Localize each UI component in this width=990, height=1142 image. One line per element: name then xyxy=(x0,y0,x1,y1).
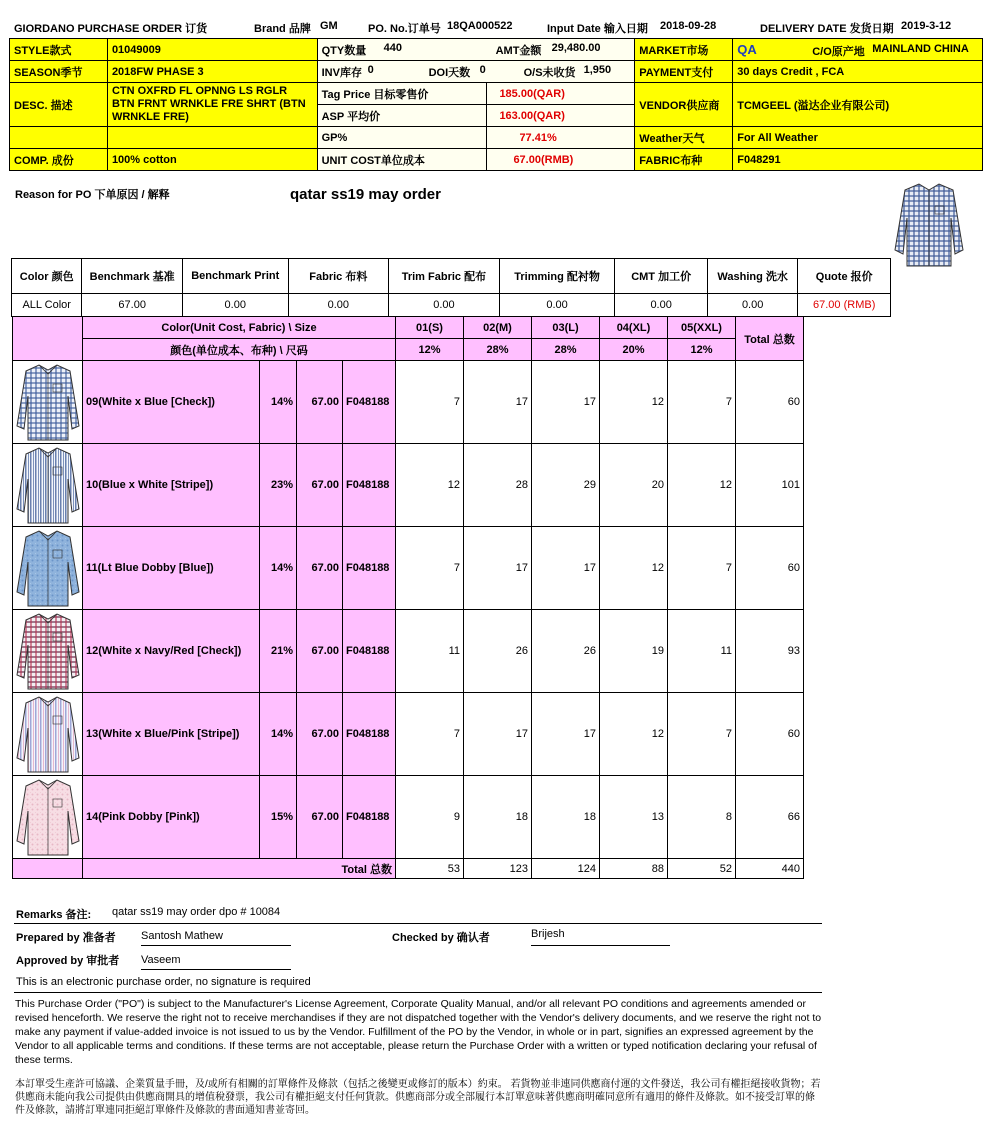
size-qty: 9 xyxy=(396,776,464,859)
shirt-image-cell xyxy=(13,527,83,610)
inv-value: 0 xyxy=(367,63,374,76)
delivery-date-value: 2019-3-12 xyxy=(901,20,952,32)
weather-label: Weather天气 xyxy=(635,127,733,149)
row-total: 101 xyxy=(736,444,804,527)
reason-value: qatar ss19 may order xyxy=(290,186,441,203)
footer-size-total: 53 xyxy=(396,859,464,879)
size-qty: 17 xyxy=(464,361,532,444)
grid-header-cn: 颜色(单位成本、布种) \ 尺码 xyxy=(83,339,396,361)
shirt-thumbnail xyxy=(15,362,81,442)
color-name: 11(Lt Blue Dobby [Blue]) xyxy=(83,527,260,610)
vendor-label: VENDOR供应商 xyxy=(635,83,733,127)
size-qty: 29 xyxy=(532,444,600,527)
table-row xyxy=(13,527,804,610)
color-pct: 14% xyxy=(260,693,297,776)
payment-label: PAYMENT支付 xyxy=(635,61,733,83)
cost-header-4: Trim Fabric 配布 xyxy=(389,259,500,294)
color-fabric: F048188 xyxy=(343,444,396,527)
color-fabric: F048188 xyxy=(343,610,396,693)
size-qty: 7 xyxy=(396,361,464,444)
cost-header-1: Benchmark 基准 xyxy=(82,259,183,294)
size-qty: 12 xyxy=(396,444,464,527)
size-qty: 12 xyxy=(668,444,736,527)
remarks-label: Remarks 备注: xyxy=(16,909,92,921)
size-qty: 20 xyxy=(600,444,668,527)
grid-image-header xyxy=(13,317,83,361)
size-qty: 28 xyxy=(464,444,532,527)
style-label: STYLE款式 xyxy=(10,39,108,61)
inv-cell xyxy=(317,61,635,83)
prepared-value: Santosh Mathew xyxy=(141,930,291,946)
size-qty: 11 xyxy=(396,610,464,693)
desc-value: CTN OXFRD FL OPNNG LS RGLR BTN FRNT WRNKLE FRE SHRT (BTN WRNKLE FRE) xyxy=(107,83,317,127)
approved-label: Approved by 审批者 xyxy=(16,955,120,967)
total-header: Total 总数 xyxy=(736,317,804,361)
cost-value-5: 0.00 xyxy=(499,294,615,317)
size-qty: 13 xyxy=(600,776,668,859)
market-value: QA xyxy=(737,42,757,57)
shirt-thumbnail xyxy=(15,528,81,608)
footer-total-label: Total 总数 xyxy=(83,859,396,879)
brand-label: Brand 品牌 xyxy=(254,23,311,35)
color-name: 13(White x Blue/Pink [Stripe]) xyxy=(83,693,260,776)
color-pct: 21% xyxy=(260,610,297,693)
size-qty: 7 xyxy=(668,361,736,444)
cost-value-1: 67.00 xyxy=(82,294,183,317)
row-total: 60 xyxy=(736,693,804,776)
cost-value-0: ALL Color xyxy=(12,294,82,317)
color-fabric: F048188 xyxy=(343,776,396,859)
size-qty: 18 xyxy=(532,776,600,859)
cost-value-6: 0.00 xyxy=(615,294,708,317)
po-number-label: PO. No.订单号 xyxy=(368,23,441,35)
cost-value-2: 0.00 xyxy=(182,294,288,317)
color-pct: 14% xyxy=(260,361,297,444)
footer-size-total: 124 xyxy=(532,859,600,879)
empty-label-cell xyxy=(10,127,108,149)
payment-value: 30 days Credit , FCA xyxy=(733,61,983,83)
os-label: O/S未收货 xyxy=(523,66,576,79)
shirt-thumbnail-main xyxy=(893,180,965,268)
size-qty: 17 xyxy=(532,361,600,444)
size-qty: 19 xyxy=(600,610,668,693)
tag-price-label: Tag Price 目标零售价 xyxy=(317,83,487,105)
approved-value: Vaseem xyxy=(141,954,291,970)
cost-value-7: 0.00 xyxy=(707,294,798,317)
origin-label: C/O原产地 xyxy=(812,46,865,58)
cost-header-2: Benchmark Print xyxy=(182,259,288,294)
amt-value: 29,480.00 xyxy=(551,41,601,54)
table-row xyxy=(13,610,804,693)
electronic-note: This is an electronic purchase order, no signature is required xyxy=(16,976,311,988)
cost-header-6: CMT 加工价 xyxy=(615,259,708,294)
delivery-date-label: DELIVERY DATE 发货日期 xyxy=(760,23,894,35)
gp-value: 77.41% xyxy=(487,127,635,149)
color-pct: 23% xyxy=(260,444,297,527)
cost-value-4: 0.00 xyxy=(389,294,500,317)
grand-total: 440 xyxy=(736,859,804,879)
market-origin-cell xyxy=(733,39,983,61)
shirt-thumbnail xyxy=(15,777,81,857)
weather-value: For All Weather xyxy=(733,127,983,149)
size-qty: 7 xyxy=(668,693,736,776)
grid-header-en: Color(Unit Cost, Fabric) \ Size xyxy=(83,317,396,339)
size-header-3: 04(XL) xyxy=(600,317,668,339)
color-pct: 14% xyxy=(260,527,297,610)
footer-blank xyxy=(13,859,83,879)
size-header-0: 01(S) xyxy=(396,317,464,339)
table-row xyxy=(13,693,804,776)
input-date-value: 2018-09-28 xyxy=(660,20,717,32)
size-qty: 12 xyxy=(600,361,668,444)
po-info-table xyxy=(9,38,983,171)
row-total: 60 xyxy=(736,361,804,444)
season-label: SEASON季节 xyxy=(10,61,108,83)
amt-label: AMT金额 xyxy=(495,44,542,57)
shirt-thumbnail xyxy=(15,445,81,525)
color-name: 10(Blue x White [Stripe]) xyxy=(83,444,260,527)
shirt-image-cell xyxy=(13,610,83,693)
season-value: 2018FW PHASE 3 xyxy=(107,61,317,83)
cost-value-3: 0.00 xyxy=(288,294,389,317)
size-pct-0: 12% xyxy=(396,339,464,361)
color-fabric: F048188 xyxy=(343,527,396,610)
doi-label: DOI天数 xyxy=(428,66,471,79)
shirt-image-cell xyxy=(13,776,83,859)
row-total: 66 xyxy=(736,776,804,859)
checked-value: Brijesh xyxy=(531,928,670,946)
remarks-value: qatar ss19 may order dpo # 10084 xyxy=(112,906,281,918)
asp-value: 163.00(QAR) xyxy=(487,105,635,127)
cost-header-7: Washing 洗水 xyxy=(707,259,798,294)
unit-cost-label: UNIT COST单位成本 xyxy=(317,149,487,171)
terms-english: This Purchase Order ("PO") is subject to the Manufacturer's License Agreement, Corporate Quality Manual, and/or all relevant PO conditions and agreements amended or revised henceforth. We reserve the right not to receive merchandises if they are not dispatched together with the Vendor's delivery documents, and we reserve the right not to make any payment if value-added invoice is not issued to us by the Vendor. Fulfillment of the PO by the Vendor, in whole or in part, signifies an expressed agreement by the Vendor to all applicable terms and conditions. If these terms are not acceptable, please return the Purchase Order with a written or typed notification declaring your refusal of these terms. xyxy=(15,998,822,1066)
color-cost: 67.00 xyxy=(297,693,343,776)
size-breakdown-table xyxy=(12,316,804,879)
color-cost: 67.00 xyxy=(297,527,343,610)
size-qty: 17 xyxy=(464,527,532,610)
cost-header-0: Color 颜色 xyxy=(12,259,82,294)
comp-label: COMP. 成份 xyxy=(10,149,108,171)
shirt-image-cell xyxy=(13,361,83,444)
table-row xyxy=(13,776,804,859)
color-pct: 15% xyxy=(260,776,297,859)
size-qty: 12 xyxy=(600,693,668,776)
brand-value: GM xyxy=(320,20,338,32)
qty-amt-cell xyxy=(317,39,635,61)
color-fabric: F048188 xyxy=(343,693,396,776)
footer-size-total: 88 xyxy=(600,859,668,879)
tag-price-value: 185.00(QAR) xyxy=(487,83,635,105)
size-header-1: 02(M) xyxy=(464,317,532,339)
inv-label: INV库存 xyxy=(321,66,362,79)
size-qty: 26 xyxy=(532,610,600,693)
origin-value: MAINLAND CHINA xyxy=(872,43,969,55)
desc-label: DESC. 描述 xyxy=(10,83,108,127)
color-cost: 67.00 xyxy=(297,361,343,444)
qty-value: 440 xyxy=(383,41,402,54)
vendor-value: TCMGEEL (溢达企业有限公司) xyxy=(733,83,983,127)
reason-label: Reason for PO 下单原因 / 解释 xyxy=(15,189,170,201)
style-value: 01049009 xyxy=(107,39,317,61)
shirt-thumbnail xyxy=(15,611,81,691)
shirt-image-cell xyxy=(13,444,83,527)
po-header xyxy=(14,20,984,34)
input-date-label: Input Date 输入日期 xyxy=(547,23,648,35)
row-total: 60 xyxy=(736,527,804,610)
comp-value: 100% cotton xyxy=(107,149,317,171)
size-pct-4: 12% xyxy=(668,339,736,361)
color-fabric: F048188 xyxy=(343,361,396,444)
color-cost: 67.00 xyxy=(297,610,343,693)
table-row xyxy=(13,361,804,444)
footer-size-total: 123 xyxy=(464,859,532,879)
size-qty: 8 xyxy=(668,776,736,859)
fabric-label: FABRIC布种 xyxy=(635,149,733,171)
size-qty: 17 xyxy=(532,527,600,610)
cost-header-3: Fabric 布料 xyxy=(288,259,389,294)
color-name: 14(Pink Dobby [Pink]) xyxy=(83,776,260,859)
table-row xyxy=(13,444,804,527)
shirt-image-cell xyxy=(13,693,83,776)
size-header-4: 05(XXL) xyxy=(668,317,736,339)
size-qty: 17 xyxy=(532,693,600,776)
po-number-value: 18QA000522 xyxy=(447,20,513,32)
market-label: MARKET市场 xyxy=(635,39,733,61)
footer-size-total: 52 xyxy=(668,859,736,879)
cost-header-8: Quote 报价 xyxy=(798,259,891,294)
shirt-thumbnail xyxy=(15,694,81,774)
size-qty: 12 xyxy=(600,527,668,610)
size-pct-3: 20% xyxy=(600,339,668,361)
color-name: 12(White x Navy/Red [Check]) xyxy=(83,610,260,693)
checked-label: Checked by 确认者 xyxy=(392,932,490,944)
fabric-value: F048291 xyxy=(733,149,983,171)
cost-header-5: Trimming 配衬物 xyxy=(499,259,615,294)
size-qty: 7 xyxy=(396,693,464,776)
doi-value: 0 xyxy=(479,63,486,76)
po-title: GIORDANO PURCHASE ORDER 订货 xyxy=(14,23,208,35)
size-qty: 26 xyxy=(464,610,532,693)
size-qty: 11 xyxy=(668,610,736,693)
size-header-2: 03(L) xyxy=(532,317,600,339)
unit-cost-value: 67.00(RMB) xyxy=(487,149,635,171)
size-pct-2: 28% xyxy=(532,339,600,361)
size-pct-1: 28% xyxy=(464,339,532,361)
cost-breakdown-table xyxy=(11,258,891,317)
color-cost: 67.00 xyxy=(297,444,343,527)
cost-value-8: 67.00 (RMB) xyxy=(798,294,891,317)
terms-chinese: 本訂單受生產許可協議、企業質量手冊，及/或所有相關的訂單條件及條款（包括之後變更或修訂的版本）約束。 若貨物並非連同供應商付運的文件發送，我公司有權拒絕接收貨物；若供應商未能向我公司提供由供應商開具的增值稅發票，我公司有權拒絕支付任何貨款。供應商部分或全部履行本訂單意味著供應商明確同意所有適用的條件及條款。如不接受訂單的條件及條款，請將訂單連同拒絕訂單條件及條款的書面通知書並寄回。 xyxy=(15,1079,821,1116)
color-name: 09(White x Blue [Check]) xyxy=(83,361,260,444)
size-qty: 17 xyxy=(464,693,532,776)
empty-value-cell xyxy=(107,127,317,149)
size-qty: 7 xyxy=(668,527,736,610)
size-qty: 18 xyxy=(464,776,532,859)
row-total: 93 xyxy=(736,610,804,693)
gp-label: GP% xyxy=(317,127,487,149)
color-cost: 67.00 xyxy=(297,776,343,859)
prepared-label: Prepared by 准备者 xyxy=(16,932,116,944)
os-value: 1,950 xyxy=(583,63,612,76)
qty-label: QTY数量 xyxy=(321,44,367,57)
asp-label: ASP 平均价 xyxy=(317,105,487,127)
size-qty: 7 xyxy=(396,527,464,610)
